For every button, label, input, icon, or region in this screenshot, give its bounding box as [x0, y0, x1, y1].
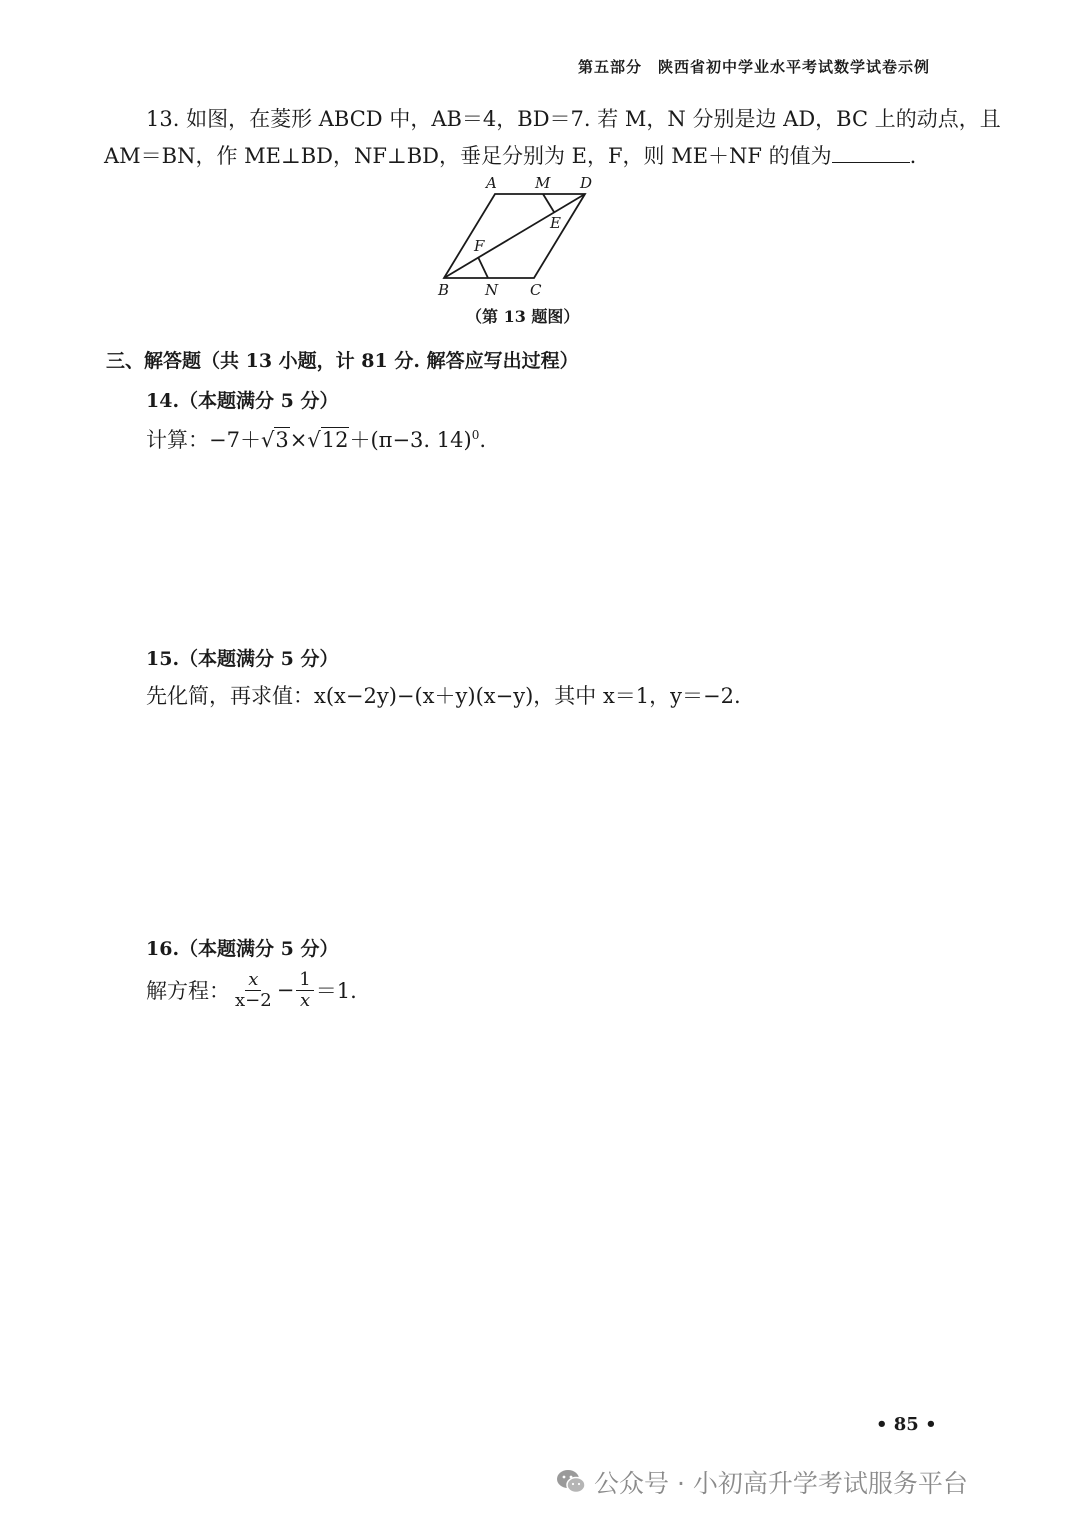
- q15-head: 15.（本题满分 5 分）: [146, 648, 339, 670]
- label-d: D: [580, 174, 593, 192]
- label-f: F: [474, 237, 485, 255]
- label-n: N: [485, 281, 499, 299]
- label-e: E: [550, 214, 561, 232]
- page-header: [578, 56, 930, 77]
- label-b: B: [438, 281, 450, 299]
- q14-times: ×: [289, 428, 308, 452]
- q16-body: [146, 970, 357, 1011]
- header-title: 陕西省初中学业水平考试数学试卷示例: [658, 58, 931, 76]
- diagonal-bd: [444, 194, 585, 278]
- sqrt-12: √12: [307, 428, 349, 452]
- q16-prefix: 解方程：: [146, 979, 230, 1004]
- figure-caption: （第 13 题图）: [466, 307, 580, 326]
- q14-prefix: 计算：−7＋: [146, 428, 261, 452]
- segment-nf: [478, 257, 488, 278]
- radicand-3: 3: [275, 428, 289, 452]
- sqrt-3: √3: [260, 428, 289, 452]
- frac2-numerator: 1: [296, 970, 313, 991]
- section-title: 三、解答题（共 13 小题，计 81 分. 解答应写出过程）: [106, 350, 579, 372]
- q14-exponent: 0: [471, 428, 480, 442]
- frac2-denominator: x: [299, 989, 311, 1011]
- q14-head: 14.（本题满分 5 分）: [146, 390, 339, 412]
- label-c: C: [530, 281, 542, 299]
- fraction-1-over-x: [296, 970, 313, 1011]
- q16-head: 16.（本题满分 5 分）: [146, 938, 339, 960]
- answer-blank: [832, 144, 910, 163]
- wechat-icon: [556, 1468, 586, 1496]
- watermark: [556, 1464, 968, 1500]
- q13-text-line2-end: .: [909, 144, 917, 168]
- q14-suffix: ＋(π−3. 14): [349, 428, 472, 452]
- header-part: 第五部分: [578, 58, 643, 76]
- q15-body: 先化简，再求值：x(x−2y)−(x＋y)(x−y)，其中 x＝1，y＝−2.: [146, 684, 741, 708]
- q14-end: .: [479, 428, 487, 452]
- label-a: A: [486, 174, 497, 192]
- segment-me: [543, 194, 554, 212]
- watermark-text: 公众号 · 小初高升学考试服务平台: [594, 1469, 968, 1498]
- frac1-denominator: x−2: [235, 989, 272, 1011]
- rhombus-figure: [430, 170, 610, 302]
- label-m: M: [535, 174, 551, 192]
- q14-body: [146, 424, 486, 454]
- q16-minus: −: [276, 978, 295, 1003]
- frac1-numerator: x: [245, 970, 261, 991]
- q13-text-line2: [104, 140, 916, 170]
- radicand-12: 12: [321, 428, 349, 452]
- page-number: • 85 •: [876, 1414, 937, 1435]
- fraction-x-over-x-minus-2: [232, 970, 275, 1011]
- q13-text-line1: 13. 如图，在菱形 ABCD 中，AB＝4，BD＝7. 若 M，N 分别是边 AD，BC 上的动点，且: [146, 107, 1001, 131]
- q16-suffix: ＝1.: [315, 979, 357, 1004]
- q13-text-line2-main: AM＝BN，作 ME⊥BD，NF⊥BD，垂足分别为 E，F，则 ME＋NF 的值为: [104, 144, 832, 168]
